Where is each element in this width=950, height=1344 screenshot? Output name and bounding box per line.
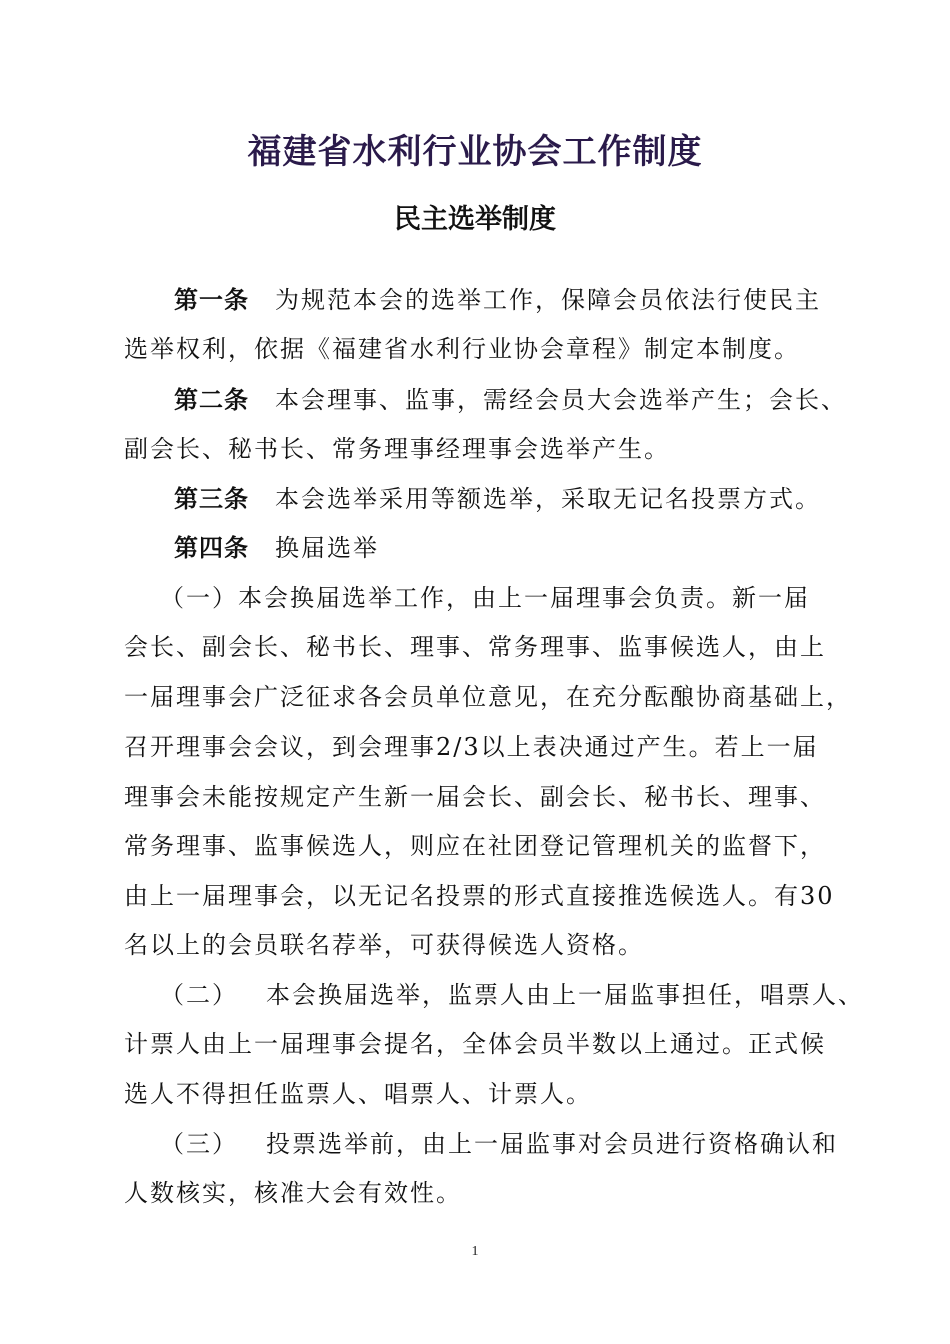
clause-2-label: （二）	[160, 981, 238, 1009]
article-4-line-1	[174, 528, 894, 568]
article-4-text-1: 换届选举	[275, 534, 379, 562]
clause-2-line-1	[160, 975, 880, 1015]
clause-1-label: （一）	[160, 584, 238, 612]
clause-1-line-6: 常务理事、监事候选人，则应在社团登记管理机关的监督下，	[124, 832, 826, 860]
clause-3-text-1: 投票选举前，由上一届监事对会员进行资格确认和	[266, 1130, 838, 1158]
article-1-text-1: 为规范本会的选举工作，保障会员依法行使民主	[275, 286, 821, 314]
article-2-line-1	[174, 380, 894, 420]
article-2-label: 第二条	[174, 386, 249, 414]
article-3-line-1	[174, 479, 894, 519]
article-3-label: 第三条	[174, 485, 249, 513]
clause-1-line-5: 理事会未能按规定产生新一届会长、副会长、秘书长、理事、	[124, 783, 826, 811]
article-2-line-2: 副会长、秘书长、常务理事经理事会选举产生。	[124, 435, 670, 463]
clause-3-label: （三）	[160, 1130, 238, 1158]
article-1-line-2: 选举权利，依据《福建省水利行业协会章程》制定本制度。	[124, 335, 800, 363]
clause-1-line-8: 名以上的会员联名荐举，可获得候选人资格。	[124, 931, 644, 959]
document-title: 福建省水利行业协会工作制度	[247, 132, 703, 172]
article-2-text-1: 本会理事、监事，需经会员大会选举产生；会长、	[275, 386, 847, 414]
clause-3-line-1	[160, 1124, 880, 1164]
clause-2-text-1: 本会换届选举，监票人由上一届监事担任，唱票人、	[266, 981, 864, 1009]
clause-1-line-3: 一届理事会广泛征求各会员单位意见，在充分酝酿协商基础上，	[124, 683, 852, 711]
document-subtitle: 民主选举制度	[394, 204, 556, 235]
clause-1-line-2: 会长、副会长、秘书长、理事、常务理事、监事候选人，由上	[124, 633, 826, 661]
clause-1-line-1	[160, 578, 880, 618]
clause-1-line-4: 召开理事会会议，到会理事2/3以上表决通过产生。若上一届	[124, 733, 819, 761]
clause-3-line-2: 人数核实，核准大会有效性。	[124, 1179, 462, 1207]
clause-1-text-1: 本会换届选举工作，由上一届理事会负责。新一届	[238, 584, 810, 612]
clause-1-line-7: 由上一届理事会，以无记名投票的形式直接推选候选人。有30	[124, 882, 835, 910]
article-4-label: 第四条	[174, 534, 249, 562]
article-1-label: 第一条	[174, 286, 249, 314]
article-3-text-1: 本会选举采用等额选举，采取无记名投票方式。	[275, 485, 821, 513]
clause-2-line-3: 选人不得担任监票人、唱票人、计票人。	[124, 1080, 592, 1108]
article-1-line-1	[174, 280, 894, 320]
page-number: 1	[471, 1244, 479, 1259]
clause-2-line-2: 计票人由上一届理事会提名，全体会员半数以上通过。正式候	[124, 1030, 826, 1058]
